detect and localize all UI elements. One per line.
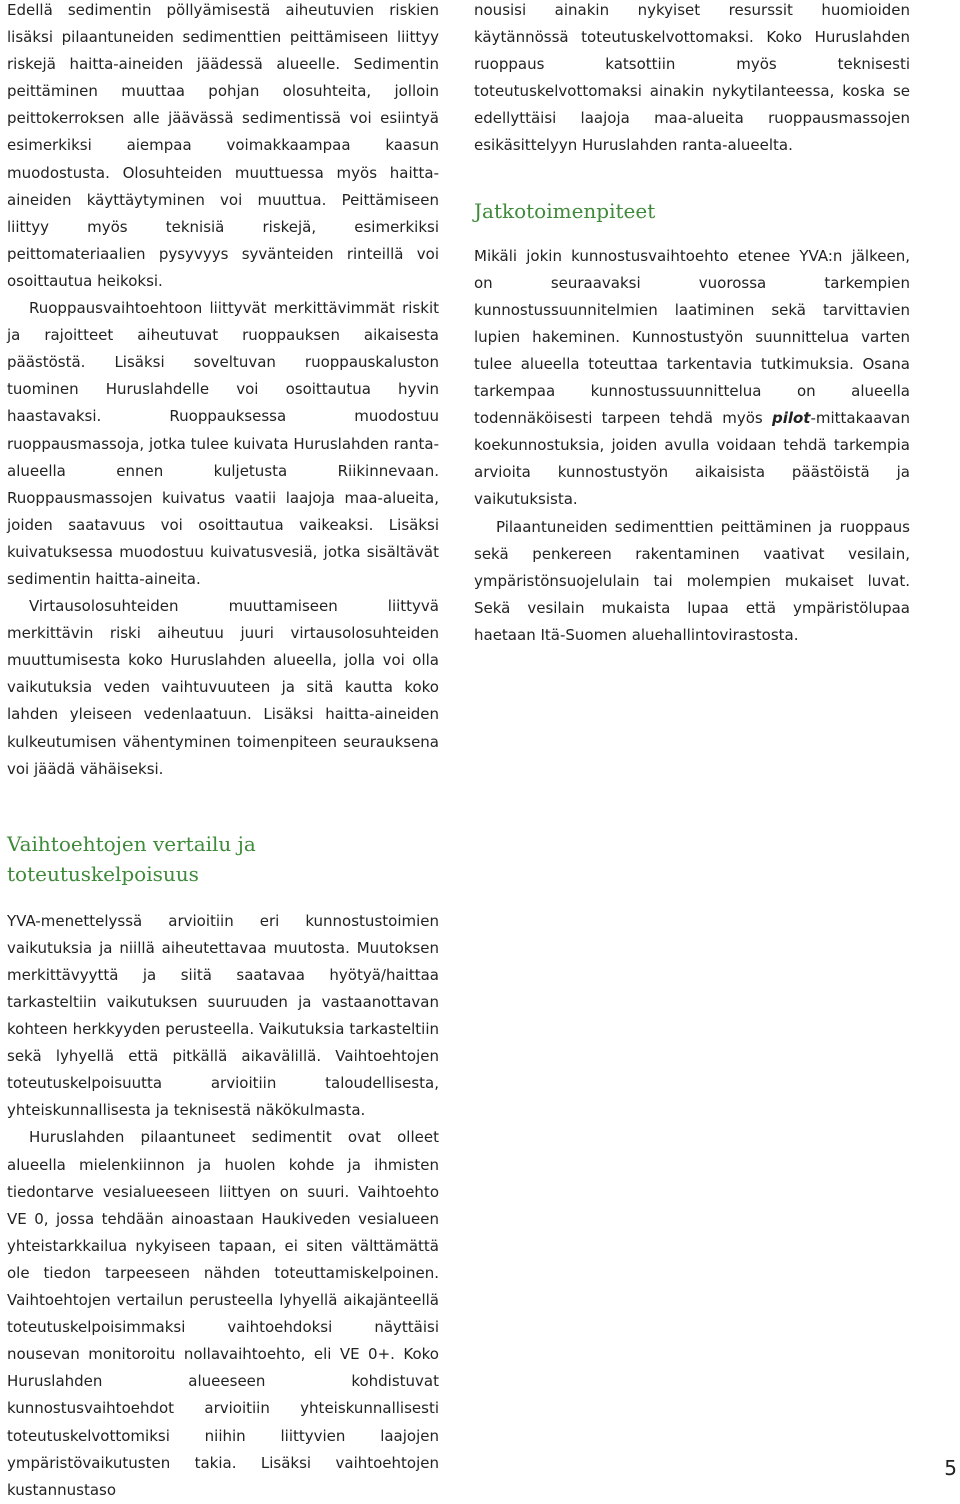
further-planning-text-start: Mikäli jokin kunnostusvaihtoehto etenee YVA:n jälkeen, on seuraavaksi vuorossa tarkempien kunnostussuunnitelmien laatiminen sekä tarvittavien lupien hakeminen. Kunnostustyön suunnittelua varten tulee alueella toteuttaa tarkentavia tutkimuksia. Osana tarkempaa kunnostussuunnittelua on alueella todennäköisesti tarpeen tehdä myös	[474, 246, 910, 428]
paragraph-sediment-risks: Edellä sedimentin pöllyämisestä aiheutuvien riskien lisäksi pilaantuneiden sedimenttien peittämiseen liittyy riskejä haitta-aineiden jäädessä alueelle. Sedimentin peittäminen muuttaa pohjan olosuhteita, jolloin peittokerroksen alle jäävässä sedimentissä voi esiintyä esimerkiksi aiempaa voimakkaampaa kaasun muodostusta. Olosuhteiden muuttuessa myös haitta-aineiden käyttäytyminen voi muuttua. Peittämiseen liittyy myös teknisiä riskejä, esimerkiksi peittomateriaalien pysyvyys syvänteiden rinteillä voi osoittautua heikoksi.	[7, 1, 439, 290]
left-column	[7, 0, 439, 1504]
section-heading-comparison: Vaihtoehtojen vertailu ja toteutuskelpoisuus	[7, 831, 256, 886]
paragraph-flow-risks: Virtausolosuhteiden muuttamiseen liittyvä merkittävin riski aiheutuu juuri virtausolosuhteiden muuttumisesta koko Huruslahden alueella, jolla voi olla vaikutuksia veden vaihtuvuuteen ja sitä kautta koko lahden yleiseen vedenlaatuun. Lisäksi haitta-aineiden kulkeutumisen vähentyminen toimenpiteen seurauksena voi jäädä vähäiseksi.	[7, 597, 439, 778]
paragraph-dredging-risks: Ruoppausvaihtoehtoon liittyvät merkittävimmät riskit ja rajoitteet aiheutuvat ruoppauksen aikaisesta päästöstä. Lisäksi soveltuvan ruoppauskaluston tuominen Huruslahdelle voi osoittautua hyvin haastavaksi. Ruoppauksessa muodostuu ruoppausmassoja, jotka tulee kuivata Huruslahden ranta-alueella ennen kuljetusta Riikinnevaan. Ruoppausmassojen kuivatus vaatii laajoja maa-alueita, joiden saatavuus voi osoittautua vaikeaksi. Lisäksi kuivatuksessa muodostuu kuivatusvesiä, jotka sisältävät sedimentin haitta-aineita.	[7, 299, 439, 588]
paragraph-alternatives-feasibility: Huruslahden pilaantuneet sedimentit ovat olleet alueella mielenkiinnon ja huolen kohde ja ihmisten tiedontarve vesialueeseen liittyen on suuri. Vaihtoehto VE 0, jossa tehdään ainoastaan Haukiveden vesialueen yhteistarkkailua nykyiseen tapaan, ei siten välttämättä ole tiedon tarpeeseen nähden toteuttamiskelpoinen. Vaihtoehtojen vertailun perusteella lyhyellä aikajänteellä toteutuskelpoisimmaksi vaihtoehdoksi näyttäisi nousevan monitoroitu nollavaihtoehto, eli VE 0+. Koko Huruslahden alueeseen kohdistuvat kunnostusvaihtoehdot arvioitiin yhteiskunnallisesti toteutuskelvottomiksi niihin liittyvien laajojen ympäristövaikutusten takia. Lisäksi vaihtoehtojen kustannustaso	[7, 1128, 439, 1499]
pilot-term: pilot	[771, 409, 811, 428]
paragraph-further-planning	[474, 243, 910, 514]
section-heading-next-steps: Jatkotoimenpiteet	[474, 198, 656, 223]
page-number: 5	[944, 1456, 957, 1480]
paragraph-eia-assessment: YVA-menettelyssä arvioitiin eri kunnostustoimien vaikutuksia ja niillä aiheutettavaa muutosta. Muutoksen merkittävyyttä ja siitä saatavaa hyötyä/haittaa tarkasteltiin vaikutuksen suuruuden ja vastaanottavan kohteen herkkyyden perusteella. Vaikutuksia tarkasteltiin sekä lyhyellä että pitkällä aikavälillä. Vaihtoehtojen toteutuskelpoisuutta arvioitiin taloudellisesta, yhteiskunnallisesta ja teknisestä näkökulmasta.	[7, 911, 439, 1120]
paragraph-permits: Pilaantuneiden sedimenttien peittäminen ja ruoppaus sekä penkereen rakentaminen vaativat vesilain, ympäristönsuojelulain tai molempien mukaiset luvat. Sekä vesilain mukaista lupaa että ympäristölupaa haetaan Itä-Suomen aluehallintovirastosta.	[474, 517, 910, 644]
right-column	[474, 0, 910, 649]
further-planning-text-end: -mittakaavan koekunnostuksia, joiden avulla voidaan tehdä tarkempia arvioita kunnostustyön aikaisista päästöistä ja vaikutuksista.	[474, 409, 910, 509]
paragraph-continued-feasibility: nousisi ainakin nykyiset resurssit huomioiden käytännössä toteutuskelvottomaksi. Koko Huruslahden ruoppaus katsottiin myös teknisesti toteutuskelvottomaksi ainakin nykytilanteessa, koska se edellyttäisi laajoja maa-alueita ruoppausmassojen esikäsittelyyn Huruslahden ranta-alueelta.	[474, 1, 910, 155]
